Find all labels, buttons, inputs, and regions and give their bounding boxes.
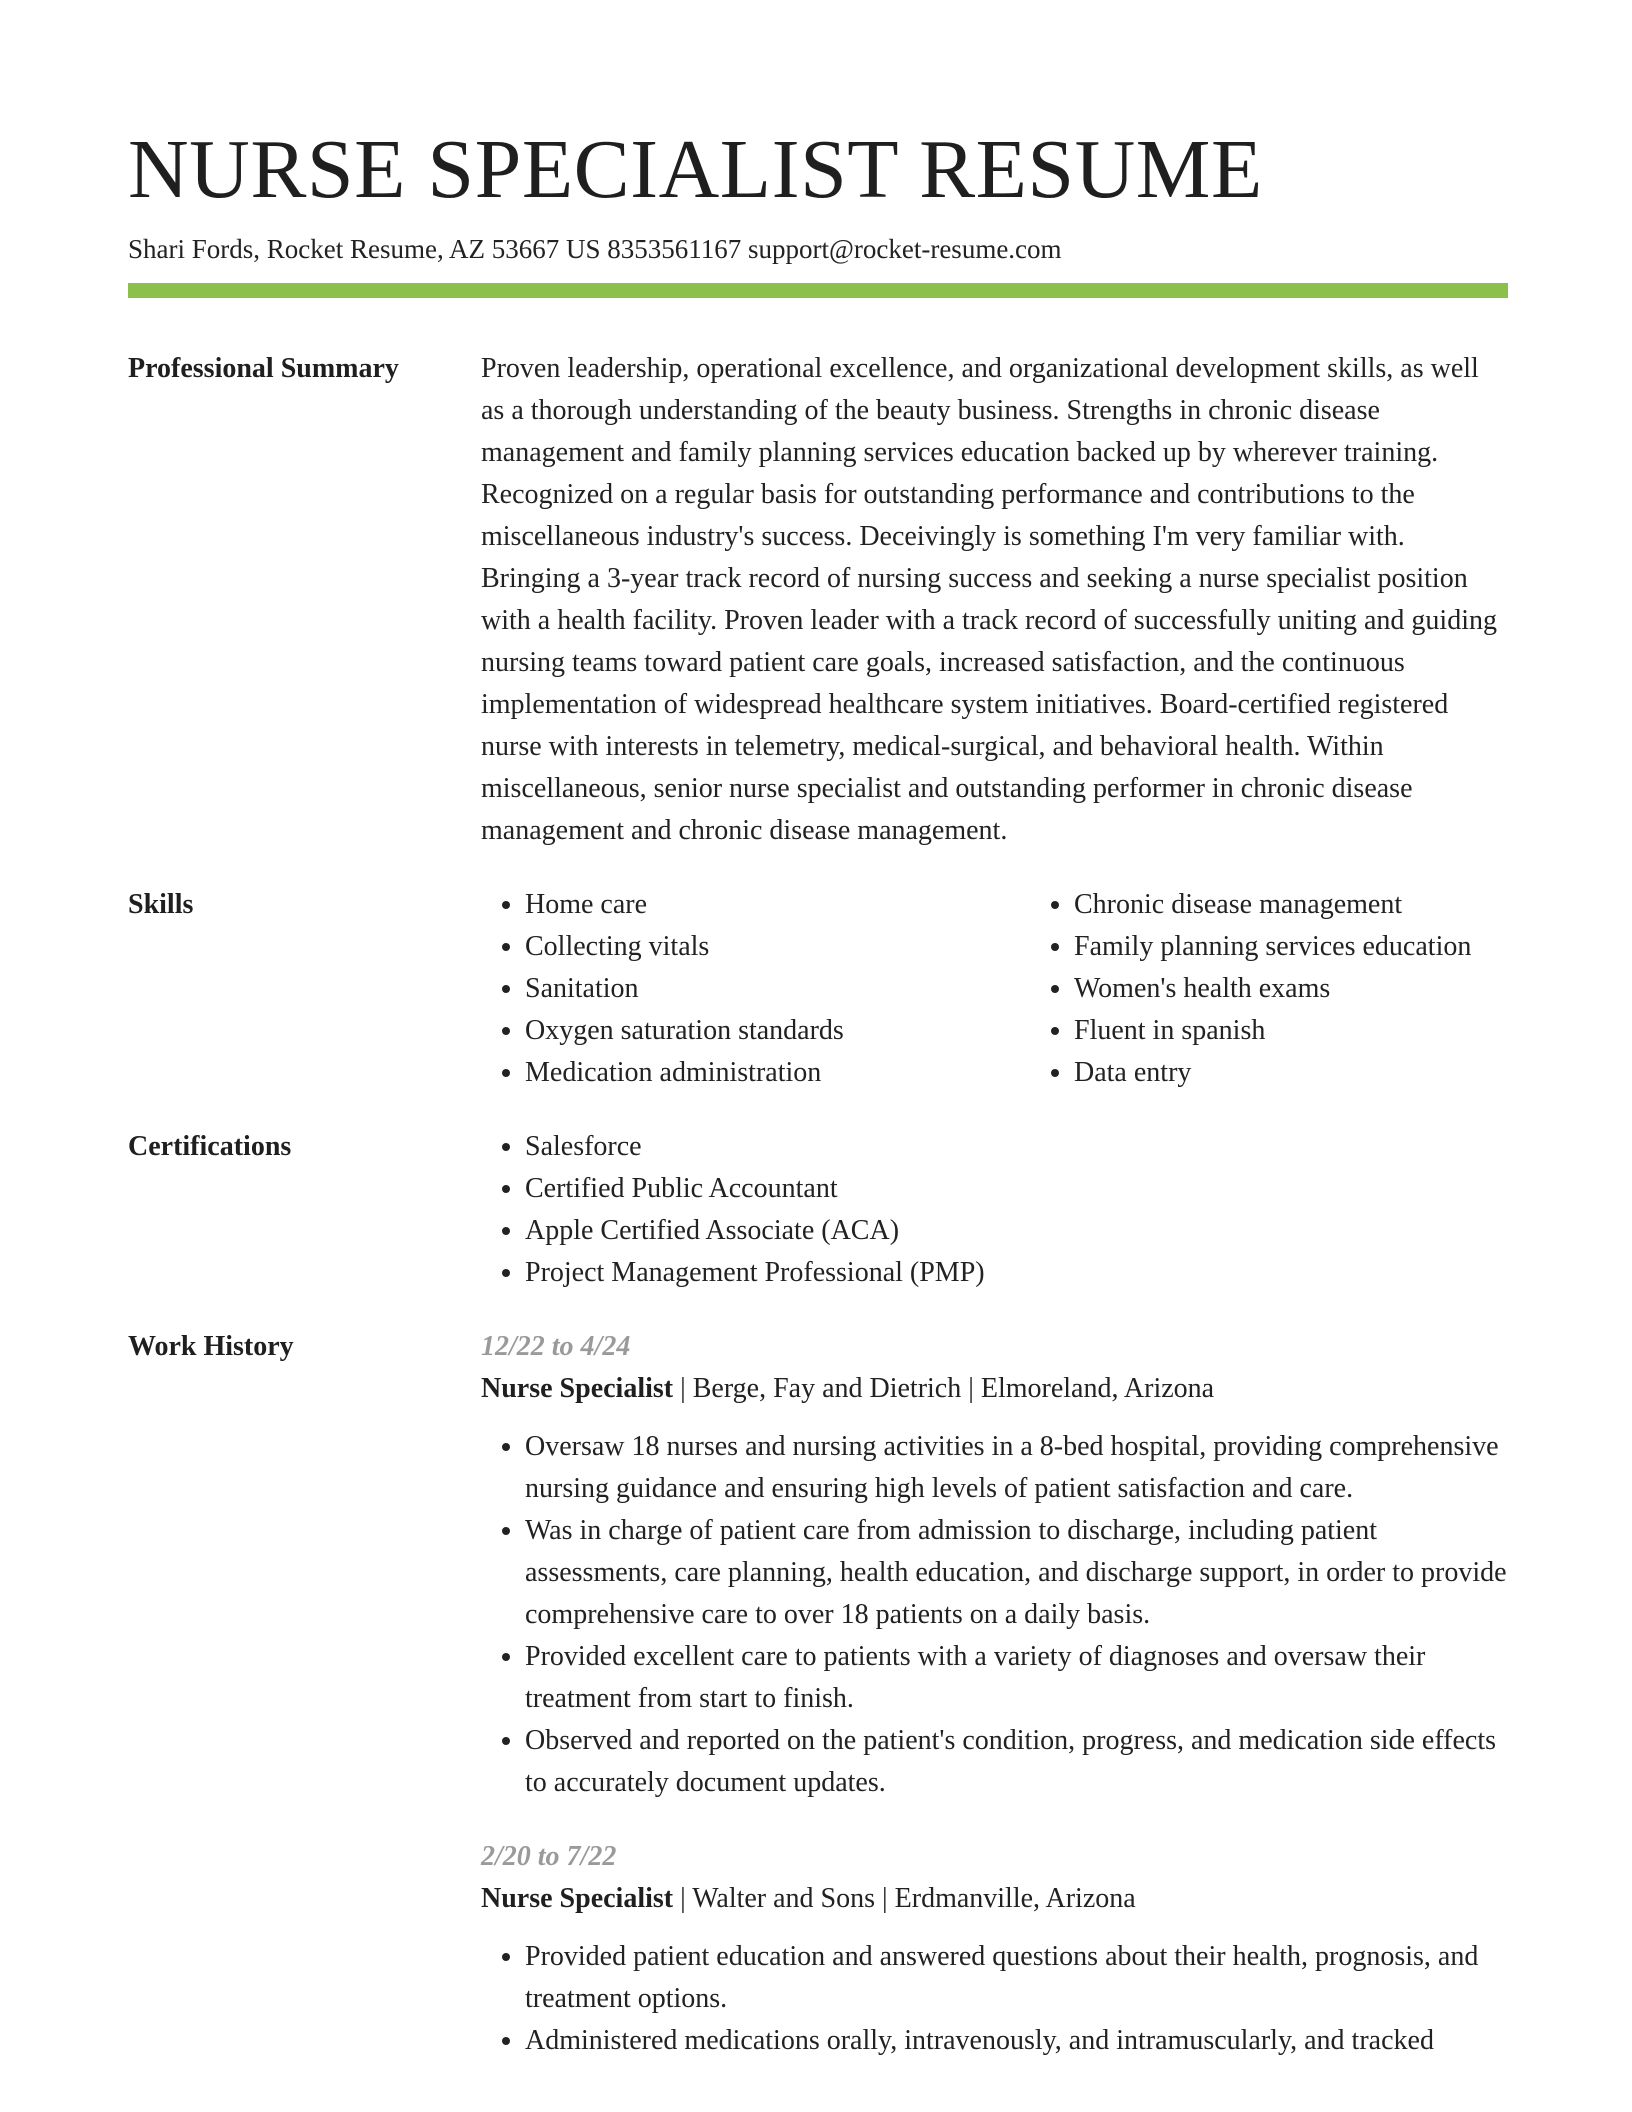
skills-section (128, 884, 1508, 1094)
job-responsibilities (481, 1426, 1508, 1804)
section-heading-summary: Professional Summary (128, 353, 399, 384)
skills-list-right (1030, 884, 1579, 1094)
job-bullet: • Provided excellent care to patients with a variety of diagnoses and oversaw their treatment from start to finish. (525, 1636, 1508, 1720)
job-title-line (481, 1878, 1508, 1920)
job-dates: 12/22 to 4/24 (481, 1331, 631, 1362)
skill-item: • Fluent in spanish (1074, 1010, 1579, 1052)
contact-region: AZ 53667 US (449, 234, 601, 264)
job-entry (481, 1836, 1508, 2062)
job-bullet: • Was in charge of patient care from admission to discharge, including patient assessments, care planning, health education, and discharge support, in order to provide comprehensive care to over 18 patients on a daily basis. (525, 1510, 1508, 1636)
job-responsibilities (481, 1936, 1508, 2062)
section-heading-certifications: Certifications (128, 1131, 292, 1162)
skill-item: • Family planning services education (1074, 926, 1579, 968)
work-history-section (128, 1326, 1508, 2062)
skill-item: • Medication administration (525, 1052, 1030, 1094)
contact-city: Rocket Resume, (266, 234, 444, 264)
skill-item: • Data entry (1074, 1052, 1579, 1094)
certification-item: • Certified Public Accountant (525, 1168, 1508, 1210)
skills-list-left (481, 884, 1030, 1094)
certifications-list (481, 1126, 1508, 1294)
certification-item: • Project Management Professional (PMP) (525, 1252, 1508, 1294)
contact-phone: 8353561167 (607, 234, 742, 264)
skill-item: • Collecting vitals (525, 926, 1030, 968)
job-dates: 2/20 to 7/22 (481, 1841, 617, 1872)
skill-item: • Home care (525, 884, 1030, 926)
accent-divider (128, 283, 1508, 298)
skill-item: • Chronic disease management (1074, 884, 1579, 926)
job-bullet: • Observed and reported on the patient's condition, progress, and medication side effects to accurately document updates. (525, 1720, 1508, 1804)
section-heading-work-history: Work History (128, 1331, 294, 1362)
job-bullet: • Oversaw 18 nurses and nursing activities in a 8-bed hospital, providing comprehensive nursing guidance and ensuring high levels of patient satisfaction and care. (525, 1426, 1508, 1510)
job-employer-location: | Walter and Sons | Erdmanville, Arizona (673, 1883, 1136, 1914)
resume-page (128, 0, 1508, 2062)
job-employer-location: | Berge, Fay and Dietrich | Elmoreland, Arizona (673, 1373, 1215, 1404)
skill-item: • Oxygen saturation standards (525, 1010, 1030, 1052)
job-title-line (481, 1368, 1508, 1410)
certifications-section (128, 1126, 1508, 1294)
contact-line (128, 232, 1508, 266)
job-bullet: • Administered medications orally, intravenously, and intramuscularly, and tracked (525, 2020, 1508, 2062)
job-title: Nurse Specialist (481, 1373, 674, 1404)
job-bullet: • Provided patient education and answered questions about their health, prognosis, and treatment options. (525, 1936, 1508, 2020)
job-entry (481, 1326, 1508, 1804)
job-title: Nurse Specialist (481, 1883, 674, 1914)
professional-summary-section (128, 348, 1508, 852)
certification-item: • Salesforce (525, 1126, 1508, 1168)
resume-title: NURSE SPECIALIST RESUME (128, 123, 1263, 216)
skill-item: • Sanitation (525, 968, 1030, 1010)
contact-email: support@rocket-resume.com (748, 234, 1062, 264)
section-heading-skills: Skills (128, 889, 194, 920)
summary-text: Proven leadership, operational excellence, and organizational development skills, as well as a thorough understanding of the beauty business. Strengths in chronic disease management and family planning services education backed up by wherever training. Recognized on a regular basis for outstanding performance and contributions to the miscellaneous industry's success. Deceivingly is something I'm very familiar with. Bringing a 3-year track record of nursing success and seeking a nurse specialist position with a health facility. Proven leader with a track record of successfully uniting and guiding nursing teams toward patient care goals, increased satisfaction, and the continuous implementation of widespread healthcare system initiatives. Board-certified registered nurse with interests in telemetry, medical-surgical, and behavioral health. Within miscellaneous, senior nurse specialist and outstanding performer in chronic disease management and chronic disease management. (481, 353, 1497, 846)
contact-name: Shari Fords, (128, 234, 261, 264)
skill-item: • Women's health exams (1074, 968, 1579, 1010)
certification-item: • Apple Certified Associate (ACA) (525, 1210, 1508, 1252)
